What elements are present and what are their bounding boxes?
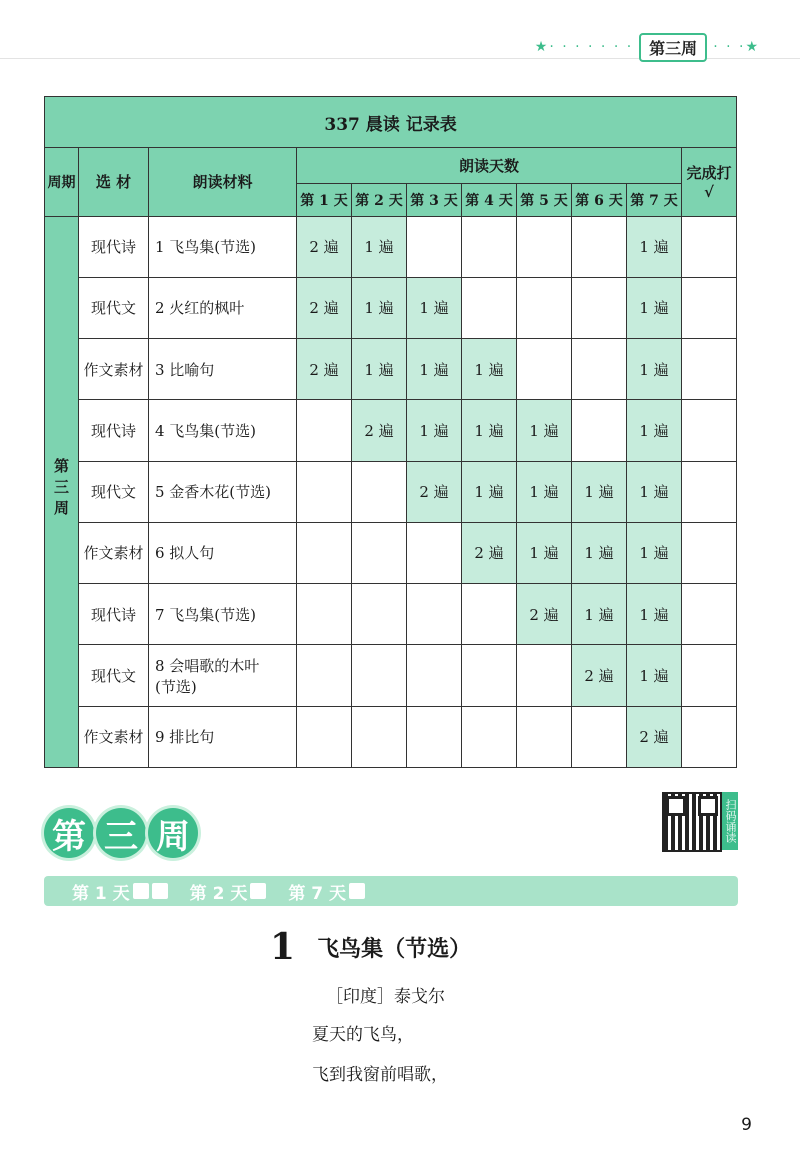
day-cell xyxy=(462,584,517,645)
day-cell xyxy=(407,216,462,277)
day-cell xyxy=(517,645,572,706)
type-cell: 现代诗 xyxy=(79,584,149,645)
day-header: 第 2 天 xyxy=(352,184,407,216)
day-cell xyxy=(407,645,462,706)
material-cell: 2 火红的枫叶 xyxy=(149,277,297,338)
day-cell xyxy=(297,645,352,706)
period-label: 第三周 xyxy=(52,458,70,522)
col-done: 完成打√ xyxy=(682,148,737,216)
day-cell: 2 遍 xyxy=(462,522,517,583)
type-cell: 现代诗 xyxy=(79,400,149,461)
day-cell xyxy=(352,584,407,645)
table-row xyxy=(45,584,737,645)
day-cell: 1 遍 xyxy=(517,522,572,583)
day-cell: 1 遍 xyxy=(627,461,682,522)
day-cell: 1 遍 xyxy=(572,522,627,583)
material-cell: 5 金香木花(节选) xyxy=(149,461,297,522)
period-cell xyxy=(45,216,79,767)
day-cell: 2 遍 xyxy=(297,339,352,400)
table-row xyxy=(45,339,737,400)
type-cell: 现代文 xyxy=(79,645,149,706)
day-cell xyxy=(517,216,572,277)
day-header: 第 5 天 xyxy=(517,184,572,216)
type-cell: 作文素材 xyxy=(79,522,149,583)
day-cell xyxy=(352,522,407,583)
day-cell: 1 遍 xyxy=(407,339,462,400)
day-cell xyxy=(297,706,352,767)
material-cell: 1 飞鸟集(节选) xyxy=(149,216,297,277)
header-dots-right: · · ·★ xyxy=(713,39,760,55)
col-days: 朗读天数 xyxy=(297,148,682,184)
material-cell: 9 排比句 xyxy=(149,706,297,767)
day-cell: 2 遍 xyxy=(352,400,407,461)
day-cell xyxy=(572,339,627,400)
day-checkin-bar xyxy=(44,876,738,906)
checkin-box[interactable] xyxy=(152,883,168,899)
table-title: 337 晨读 记录表 xyxy=(45,97,737,148)
lesson-number: 1 xyxy=(270,926,296,968)
day-cell: 2 遍 xyxy=(407,461,462,522)
day-cell xyxy=(297,461,352,522)
done-checkbox-cell[interactable] xyxy=(682,706,737,767)
day-cell: 1 遍 xyxy=(352,216,407,277)
table-row xyxy=(45,461,737,522)
day-cell: 1 遍 xyxy=(627,400,682,461)
day-cell xyxy=(462,706,517,767)
day-cell xyxy=(407,706,462,767)
day-cell: 2 遍 xyxy=(627,706,682,767)
day-header: 第 4 天 xyxy=(462,184,517,216)
reading-record-table xyxy=(44,96,737,768)
day-checkin-label: 第 1 天 xyxy=(72,883,130,904)
lesson-title: 飞鸟集（节选） xyxy=(317,936,472,962)
qr-label: 扫码诵读 xyxy=(722,792,738,850)
day-cell xyxy=(297,400,352,461)
day-cell xyxy=(572,216,627,277)
done-checkbox-cell[interactable] xyxy=(682,339,737,400)
week-big-title xyxy=(44,808,198,858)
day-cell: 1 遍 xyxy=(627,277,682,338)
material-cell: 7 飞鸟集(节选) xyxy=(149,584,297,645)
poem-line: 夏天的飞鸟， xyxy=(312,1025,414,1045)
day-cell xyxy=(572,706,627,767)
day-cell: 1 遍 xyxy=(352,339,407,400)
material-cell: 4 飞鸟集(节选) xyxy=(149,400,297,461)
day-cell xyxy=(297,522,352,583)
day-cell xyxy=(572,277,627,338)
lesson-heading xyxy=(270,926,471,968)
day-cell: 1 遍 xyxy=(627,645,682,706)
day-cell xyxy=(572,400,627,461)
day-checkin-item xyxy=(288,879,365,904)
day-cell: 2 遍 xyxy=(297,216,352,277)
day-cell: 1 遍 xyxy=(407,277,462,338)
day-cell xyxy=(462,645,517,706)
table-row xyxy=(45,645,737,706)
day-header: 第 1 天 xyxy=(297,184,352,216)
day-cell xyxy=(517,277,572,338)
type-cell: 现代诗 xyxy=(79,216,149,277)
day-cell: 1 遍 xyxy=(627,584,682,645)
table-row xyxy=(45,522,737,583)
day-cell xyxy=(517,339,572,400)
col-material: 朗读材料 xyxy=(149,148,297,216)
done-checkbox-cell[interactable] xyxy=(682,645,737,706)
day-cell xyxy=(462,216,517,277)
material-cell: 8 会唱歌的木叶 (节选) xyxy=(149,645,297,706)
type-cell: 作文素材 xyxy=(79,706,149,767)
day-cell: 1 遍 xyxy=(572,461,627,522)
col-type: 选 材 xyxy=(79,148,149,216)
done-checkbox-cell[interactable] xyxy=(682,216,737,277)
day-cell xyxy=(352,461,407,522)
done-checkbox-cell[interactable] xyxy=(682,461,737,522)
material-cell: 6 拟人句 xyxy=(149,522,297,583)
day-cell: 1 遍 xyxy=(462,461,517,522)
type-cell: 现代文 xyxy=(79,461,149,522)
type-cell: 作文素材 xyxy=(79,339,149,400)
done-checkbox-cell[interactable] xyxy=(682,584,737,645)
checkin-box[interactable] xyxy=(133,883,149,899)
day-cell: 2 遍 xyxy=(572,645,627,706)
day-cell: 1 遍 xyxy=(517,400,572,461)
page-number: 9 xyxy=(741,1115,752,1135)
table-row xyxy=(45,216,737,277)
day-checkin-label: 第 2 天 xyxy=(189,883,248,904)
done-checkbox-cell[interactable] xyxy=(682,400,737,461)
day-cell: 1 遍 xyxy=(462,400,517,461)
day-cell: 1 遍 xyxy=(462,339,517,400)
day-cell: 1 遍 xyxy=(627,339,682,400)
day-cell: 1 遍 xyxy=(517,461,572,522)
day-cell: 2 遍 xyxy=(517,584,572,645)
day-checkin-item xyxy=(72,879,168,904)
day-cell xyxy=(462,277,517,338)
day-cell: 1 遍 xyxy=(627,216,682,277)
done-checkbox-cell[interactable] xyxy=(682,277,737,338)
title-char: 三 xyxy=(96,808,146,858)
col-period: 周期 xyxy=(45,148,79,216)
day-cell xyxy=(352,706,407,767)
day-header: 第 7 天 xyxy=(627,184,682,216)
day-cell: 1 遍 xyxy=(352,277,407,338)
day-cell xyxy=(407,584,462,645)
table-row xyxy=(45,277,737,338)
day-cell xyxy=(297,584,352,645)
day-cell: 1 遍 xyxy=(407,400,462,461)
lesson-author: ［印度］泰戈尔 xyxy=(326,987,445,1007)
day-cell xyxy=(407,522,462,583)
poem-line: 飞到我窗前唱歌， xyxy=(312,1065,448,1085)
title-char: 周 xyxy=(148,808,198,858)
day-cell: 1 遍 xyxy=(627,522,682,583)
day-checkin-item xyxy=(190,879,267,904)
checkin-box[interactable] xyxy=(349,883,365,899)
done-checkbox-cell[interactable] xyxy=(682,522,737,583)
title-char: 第 xyxy=(44,808,94,858)
type-cell: 现代文 xyxy=(79,277,149,338)
material-cell: 3 比喻句 xyxy=(149,339,297,400)
day-cell xyxy=(517,706,572,767)
header-dots-left: ★· · · · · · · xyxy=(534,39,634,55)
day-header: 第 3 天 xyxy=(407,184,462,216)
table-row xyxy=(45,706,737,767)
day-cell: 2 遍 xyxy=(297,277,352,338)
day-cell: 1 遍 xyxy=(572,584,627,645)
table-row xyxy=(45,400,737,461)
day-checkin-label: 第 7 天 xyxy=(288,883,347,904)
day-header: 第 6 天 xyxy=(572,184,627,216)
week-tag: 第三周 xyxy=(639,33,707,62)
day-cell xyxy=(352,645,407,706)
qr-code[interactable] xyxy=(662,792,722,852)
week-header xyxy=(535,34,760,60)
checkin-box[interactable] xyxy=(250,883,266,899)
